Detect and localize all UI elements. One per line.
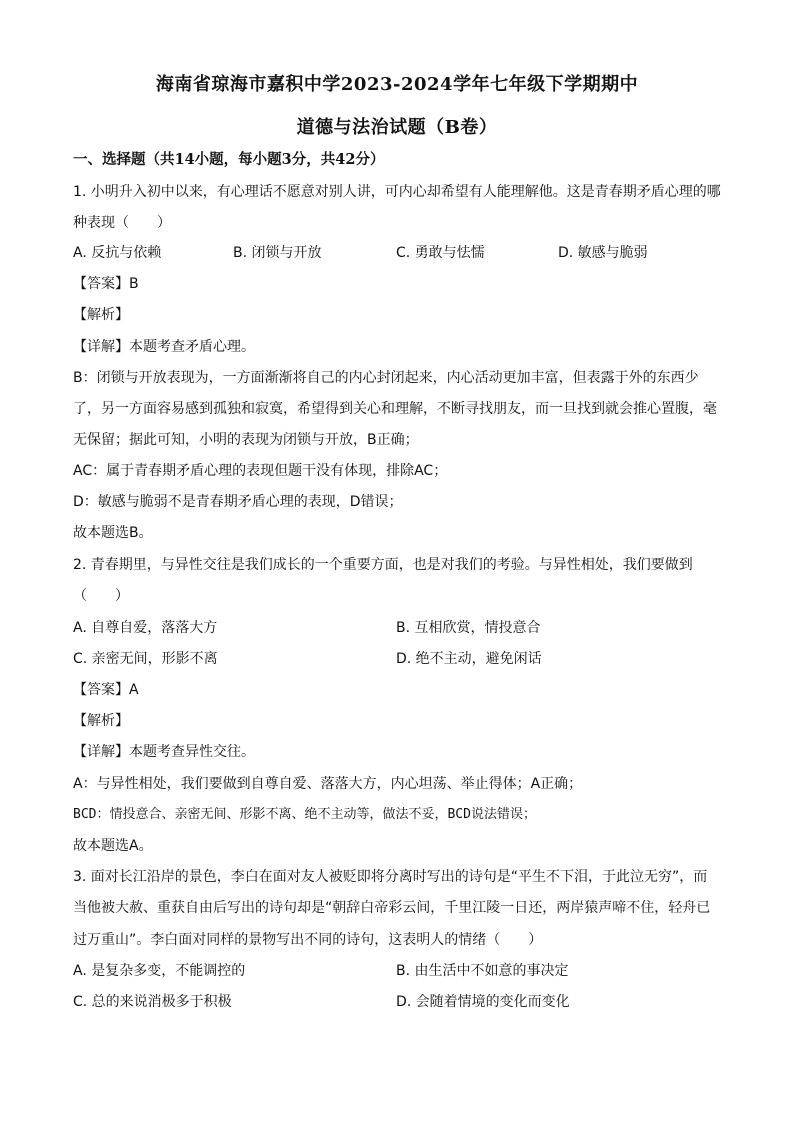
q2-option-a: A. 自尊自爱，落落大方 — [73, 620, 218, 636]
q3-option-d: D. 会随着情境的变化而变化 — [396, 994, 570, 1010]
q1-analysis-label: 【解析】 — [73, 307, 129, 323]
q3-stem-line2: 当他被大赦、重获自由后写出的诗句却是“朝辞白帝彩云间，千里江陵一日还，两岸猿声啼不住，轻舟已 — [73, 900, 711, 916]
q1-detail: 【详解】本题考查矛盾心理。 — [73, 339, 255, 355]
q3-option-a: A. 是复杂多变，不能调控的 — [73, 963, 246, 979]
q1-explain-line1: B：闭锁与开放表现为，一方面渐渐将自己的内心封闭起来，内心活动更加丰富，但表露于外的东西少 — [73, 370, 699, 386]
q2-answer: 【答案】A — [73, 682, 139, 698]
q1-stem-line2: 种表现（ ） — [73, 215, 171, 231]
q2-stem-line2: （ ） — [73, 588, 129, 604]
q1-option-b: B. 闭锁与开放 — [233, 245, 322, 261]
q2-option-b: B. 互相欣赏，情投意合 — [396, 620, 541, 636]
q2-option-c: C. 亲密无间，形影不离 — [73, 651, 218, 667]
exam-subtitle: 道德与法治试题（B卷） — [296, 117, 498, 138]
q2-stem-line1: 2. 青春期里，与异性交往是我们成长的一个重要方面，也是对我们的考验。与异性相处，我们要做到 — [73, 557, 693, 573]
q1-option-c: C. 勇敢与怯懦 — [396, 245, 485, 261]
q1-stem-line1: 1. 小明升入初中以来，有心理话不愿意对别人讲，可内心却希望有人能理解他。这是青春期矛盾心理的哪 — [73, 184, 721, 200]
q3-stem-line3: 过万重山”。李白面对同样的景物写出不同的诗句，这表明人的情绪（ ） — [73, 932, 543, 948]
q1-explain-line4: AC：属于青春期矛盾心理的表现但题干没有体现，排除AC； — [73, 463, 448, 479]
q1-option-a: A. 反抗与依赖 — [73, 245, 162, 261]
q1-explain-line5: D：敏感与脆弱不是青春期矛盾心理的表现，D错误； — [73, 494, 403, 510]
q2-detail: 【详解】本题考查异性交往。 — [73, 744, 255, 760]
q2-option-d: D. 绝不主动，避免闲话 — [396, 651, 542, 667]
exam-title: 海南省琼海市嘉积中学2023-2024学年七年级下学期期中 — [155, 74, 639, 95]
q1-explain-line2: 了，另一方面容易感到孤独和寂寞，希望得到关心和理解，不断寻找朋友，而一旦找到就会推心置腹，毫 — [73, 401, 717, 417]
q2-analysis-label: 【解析】 — [73, 713, 129, 729]
q2-explain-line1: A：与异性相处，我们要做到自尊自爱、落落大方，内心坦荡、举止得体；A正确； — [73, 776, 583, 792]
q3-stem-line1: 3. 面对长江沿岸的景色，李白在面对友人被贬即将分离时写出的诗句是“平生不下泪，于此泣无穷”，而 — [73, 869, 708, 885]
q1-conclusion: 故本题选B。 — [73, 525, 153, 541]
q2-explain-line2: BCD：情投意合、亲密无间、形影不离、绝不主动等，做法不妥，BCD说法错误； — [73, 807, 536, 822]
q1-explain-line3: 无保留；据此可知，小明的表现为闭锁与开放，B正确； — [73, 432, 419, 448]
section-heading: 一、选择题（共14小题，每小题3分，共42分） — [73, 151, 385, 168]
q3-option-b: B. 由生活中不如意的事决定 — [396, 963, 569, 979]
q1-answer: 【答案】B — [73, 276, 139, 292]
q1-option-d: D. 敏感与脆弱 — [558, 245, 648, 261]
q3-option-c: C. 总的来说消极多于积极 — [73, 994, 232, 1010]
q2-conclusion: 故本题选A。 — [73, 838, 153, 854]
